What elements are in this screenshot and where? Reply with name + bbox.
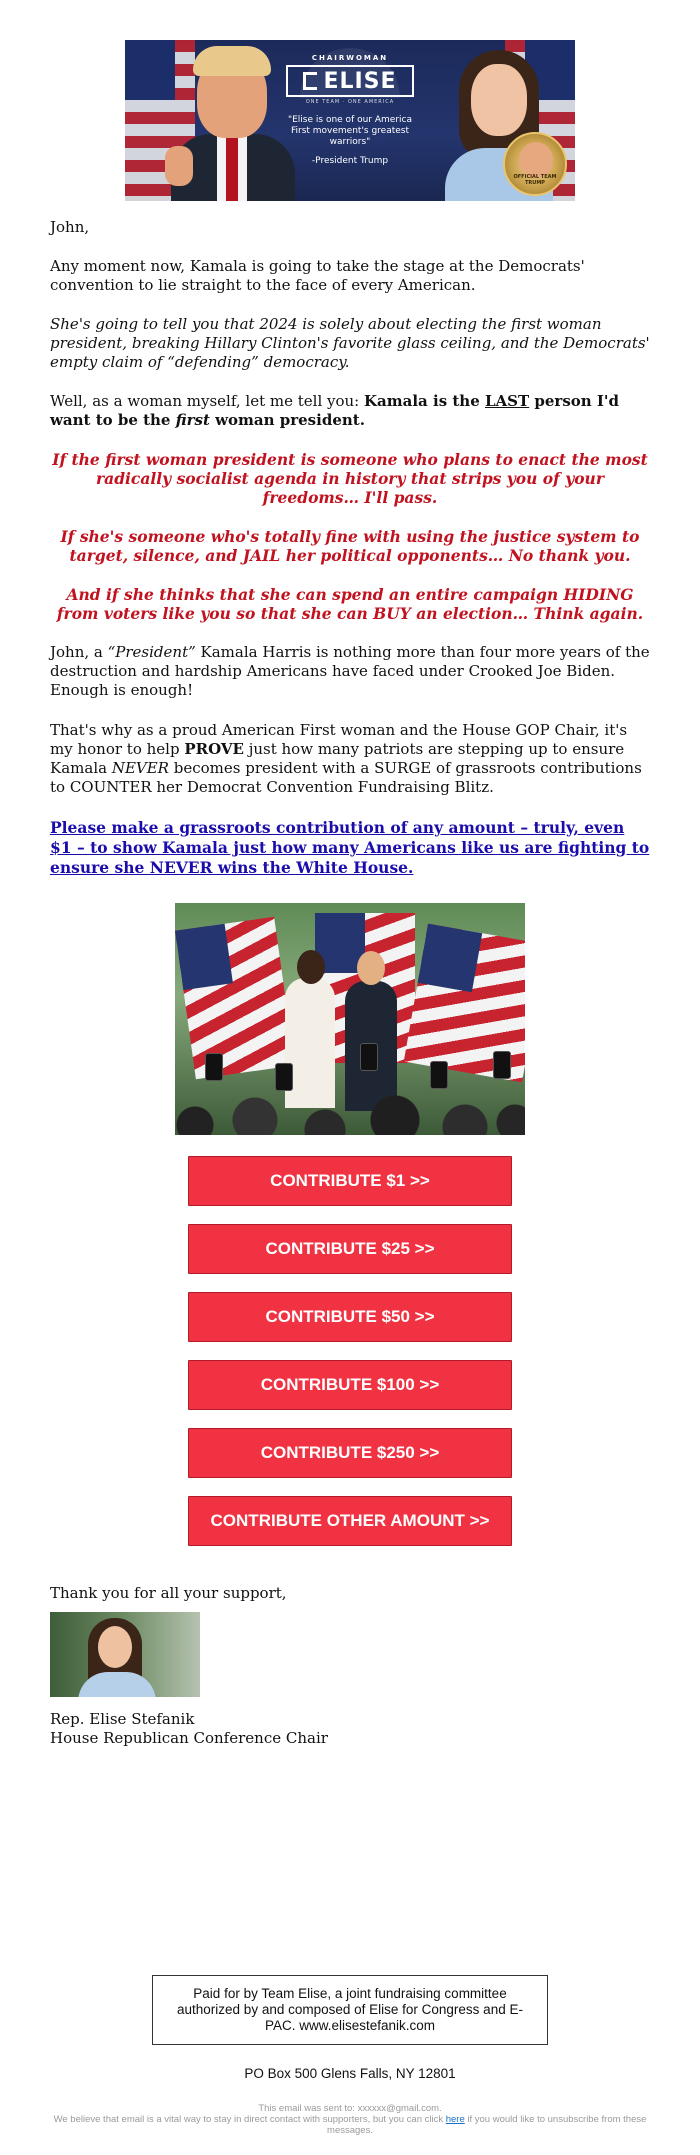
banner-attribution: -President Trump — [311, 156, 389, 166]
unsubscribe-notice: We believe that email is a vital way to stay in direct contact with supporters, but you can click here if you would like to unsubscribe from these messages. — [53, 2114, 647, 2136]
paragraph-2: She's going to tell you that 2024 is solely about electing the first woman president, breaking Hillary Clinton's favorite glass ceiling, and the Democrats' empty claim of “defending” democracy. — [50, 315, 650, 371]
logo-word: ELISE — [323, 68, 397, 94]
sent-to-notice: This email was sent to: xxxxxx@gmail.com. — [258, 2103, 442, 2114]
mailing-address: PO Box 500 Glens Falls, NY 12801 — [244, 2066, 456, 2081]
contribute-25-button[interactable]: CONTRIBUTE $25 >> — [188, 1224, 512, 1274]
contribute-250-button[interactable]: CONTRIBUTE $250 >> — [188, 1428, 512, 1478]
crowd-phone — [493, 1051, 511, 1079]
crowd-phone — [430, 1061, 448, 1089]
red-statement-1: If the first woman president is someone who plans to enact the most radically socialist agenda in history that strips you of your freedoms… I'll pass. — [52, 450, 648, 507]
contribute-100-button[interactable]: CONTRIBUTE $100 >> — [188, 1360, 512, 1410]
contribute-other-button[interactable]: CONTRIBUTE OTHER AMOUNT >> — [188, 1496, 512, 1546]
rally-photo[interactable] — [175, 903, 525, 1135]
paragraph-3: Well, as a woman myself, let me tell you: Kamala is the LAST person I'd want to be the first woman president. — [50, 392, 619, 429]
header-banner — [125, 40, 575, 201]
team-trump-seal — [503, 132, 567, 196]
signature-name: Rep. Elise Stefanik — [50, 1710, 195, 1728]
seal-text: OFFICIAL TEAM TRUMP — [513, 174, 557, 186]
signature-photo — [50, 1612, 200, 1697]
elise-logo — [286, 65, 414, 97]
greeting: John, — [50, 218, 90, 236]
paragraph-4: John, a “President” Kamala Harris is nothing more than four more years of the destruction and hardship Americans have faced under Crooked Joe Biden. Enough is enough! — [50, 643, 650, 699]
logo-e-icon — [303, 72, 317, 90]
trump-portrait — [165, 46, 295, 201]
cta-paragraph — [50, 818, 650, 878]
signature-role: House Republican Conference Chair — [50, 1729, 328, 1747]
contribute-50-button[interactable]: CONTRIBUTE $50 >> — [188, 1292, 512, 1342]
contribute-1-button[interactable]: CONTRIBUTE $1 >> — [188, 1156, 512, 1206]
paragraph-5: That's why as a proud American First woman and the House GOP Chair, it's my honor to help PROVE just how many patriots are stepping up to ensure Kamala NEVER becomes president with a SURGE of grassroots contributions to COUNTER her Democrat Convention Fundraising Blitz. — [50, 721, 642, 796]
unsubscribe-link[interactable]: here — [445, 2114, 465, 2125]
crowd-phone — [360, 1043, 378, 1071]
banner-tagline: ONE TEAM · ONE AMERICA — [305, 99, 395, 105]
banner-quote: "Elise is one of our America First movement's greatest warriors" — [287, 115, 412, 147]
paid-for-disclaimer: Paid for by Team Elise, a joint fundraising committee authorized by and composed of Elise for Congress and E-PAC. www.elisestefanik.com — [152, 1975, 548, 2045]
cta-link[interactable]: Please make a grassroots contribution of any amount – truly, even $1 – to show Kamala just how many Americans like us are fighting to ensure she NEVER wins the White House. — [50, 818, 650, 877]
signature-block — [50, 1710, 650, 1748]
red-statement-3: And if she thinks that she can spend an entire campaign HIDING from voters like you so that she can BUY an election… Think again. — [56, 585, 644, 623]
photo-flag-1 — [175, 917, 295, 1079]
photo-crowd — [175, 1065, 525, 1135]
banner-kicker: CHAIRWOMAN — [311, 54, 389, 62]
crowd-phone — [205, 1053, 223, 1081]
paragraph-1: Any moment now, Kamala is going to take the stage at the Democrats' convention to lie straight to the face of every American. — [50, 257, 585, 294]
banner-center — [283, 54, 417, 166]
red-statement-2: If she's someone who's totally fine with using the justice system to target, silence, and JAIL her political opponents… No thank you. — [60, 527, 640, 565]
closing-line: Thank you for all your support, — [50, 1584, 287, 1602]
crowd-phone — [275, 1063, 293, 1091]
